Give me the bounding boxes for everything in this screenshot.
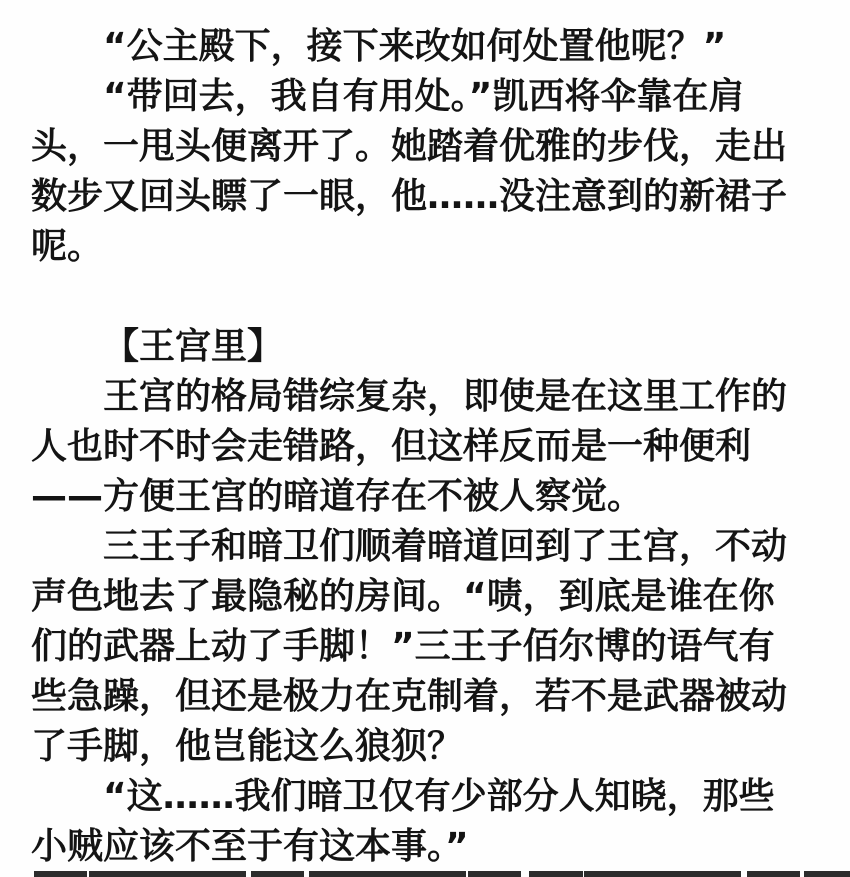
text-line: 王宫的格局错综复杂，即使是在这里工作的: [103, 376, 788, 417]
text-line: 声色地去了最隐秘的房间。“啧，到底是谁在你: [31, 576, 775, 617]
text-line: 数步又回头瞟了一眼，他……没注意到的新裙子: [31, 176, 788, 217]
text-line: “这……我们暗卫仅有少部分人知晓，那些: [103, 776, 775, 817]
text-line: 呢。: [31, 226, 104, 267]
text-line: 头，一甩头便离开了。她踏着优雅的步伐，走出: [31, 126, 788, 167]
text-line: “带回去，我自有用处。”凯西将伞靠在肩: [103, 76, 745, 117]
text-line: 小贼应该不至于有这本事。”: [31, 826, 469, 867]
page-text: [31, 22, 821, 872]
text-line: ——方便王宫的暗道存在不被人察觉。: [31, 476, 644, 517]
text-line: “公主殿下，接下来改如何处置他呢？”: [103, 26, 727, 67]
clipped-next-line-fragments: [34, 871, 850, 877]
text-line: 了手脚，他岂能这么狼狈？: [31, 726, 464, 767]
text-line: 【王宫里】: [103, 326, 284, 367]
text-line: 人也时不时会走错路，但这样反而是一种便利: [31, 426, 752, 467]
text-line: 们的武器上动了手脚！”三王子佰尔博的语气有: [31, 626, 775, 667]
text-line: [31, 272, 821, 322]
text-line: 些急躁，但还是极力在克制着，若不是武器被动: [31, 676, 788, 717]
text-line: 三王子和暗卫们顺着暗道回到了王宫，不动: [103, 526, 788, 567]
